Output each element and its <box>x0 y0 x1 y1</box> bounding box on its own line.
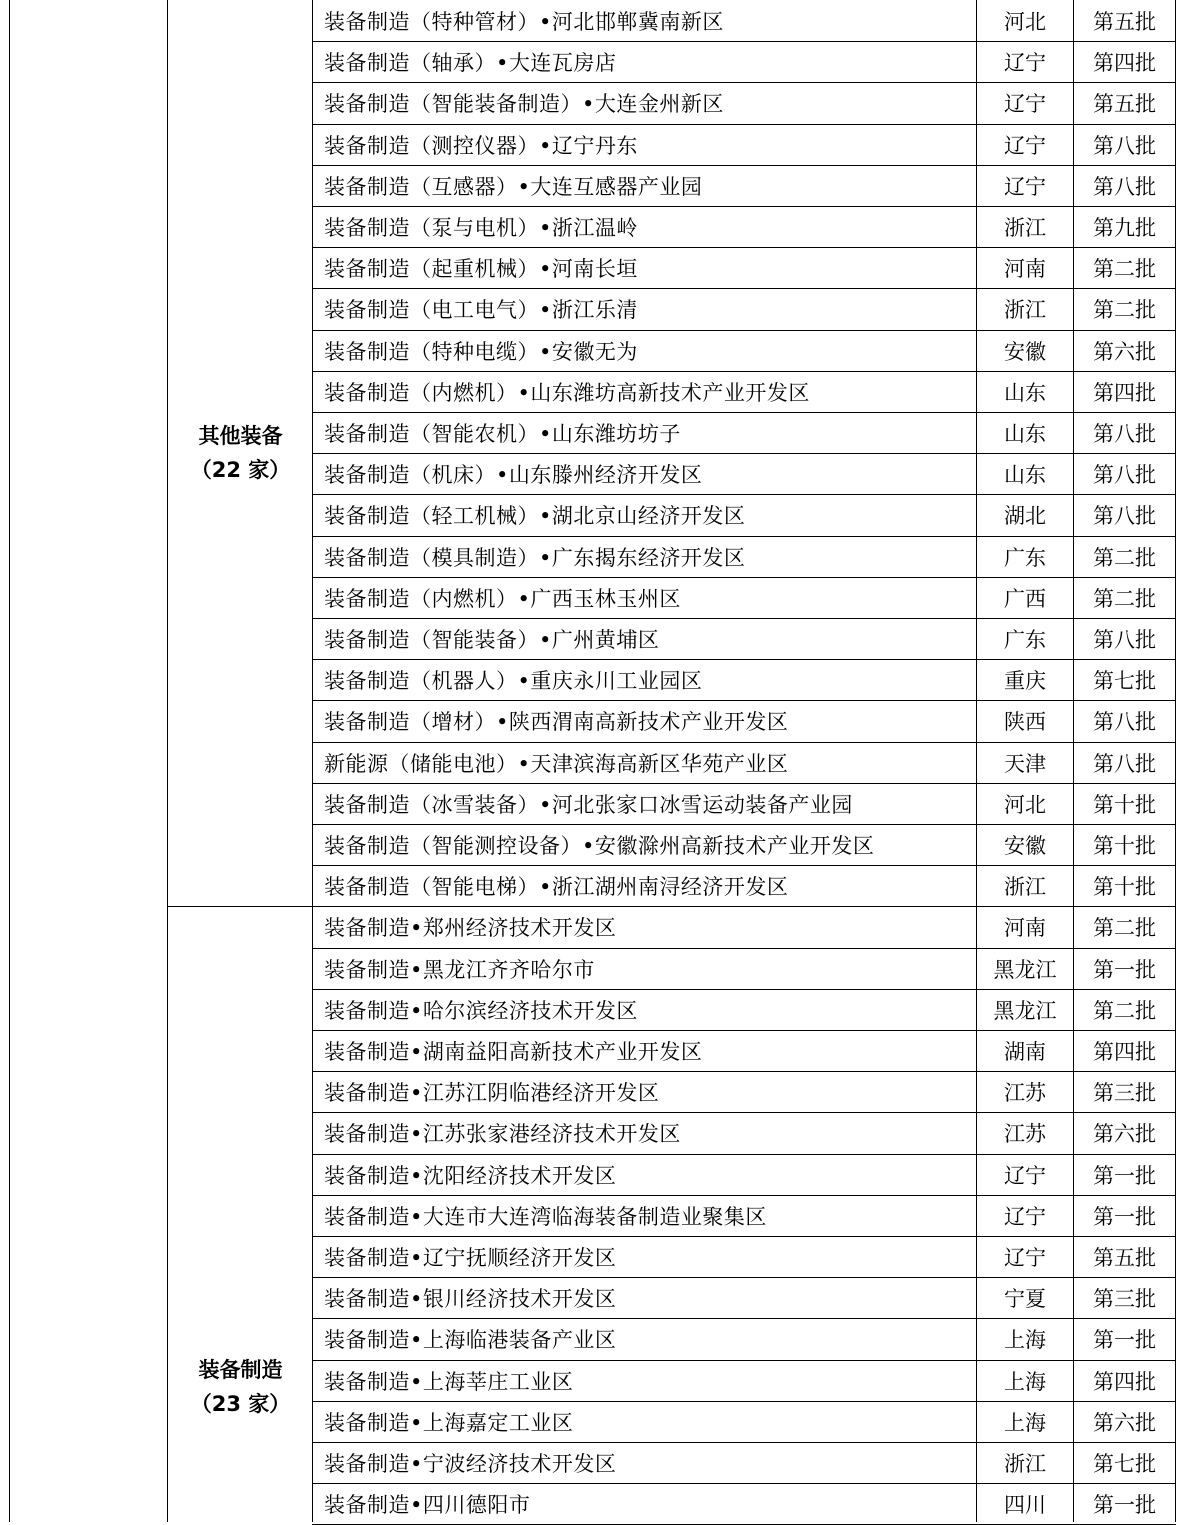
base-name-cell: 装备制造（智能测控设备）•安徽滁州高新技术产业开发区 <box>324 833 875 858</box>
province-cell: 山东 <box>1004 380 1046 405</box>
right-border <box>1175 0 1176 1522</box>
batch-cell: 第一批 <box>1093 1163 1156 1188</box>
batch-cell: 第八批 <box>1093 174 1156 199</box>
batch-cell: 第二批 <box>1093 915 1156 940</box>
province-cell: 江苏 <box>1004 1121 1046 1146</box>
province-cell: 黑龙江 <box>993 998 1057 1023</box>
base-name-cell: 装备制造（特种管材）•河北邯郸冀南新区 <box>324 9 724 34</box>
province-cell: 河南 <box>1004 256 1046 281</box>
province-cell: 黑龙江 <box>993 957 1057 982</box>
base-name-cell: 装备制造（机床）•山东滕州经济开发区 <box>324 462 703 487</box>
province-cell: 辽宁 <box>1004 1245 1046 1270</box>
batch-cell: 第八批 <box>1093 421 1156 446</box>
batch-cell: 第二批 <box>1093 586 1156 611</box>
base-name-cell: 装备制造（泵与电机）•浙江温岭 <box>324 215 638 240</box>
category-name: 装备制造 <box>198 1358 283 1382</box>
province-cell: 安徽 <box>1004 339 1046 364</box>
batch-cell: 第八批 <box>1093 462 1156 487</box>
category-count: （23 家） <box>190 1392 291 1416</box>
base-name-cell: 装备制造•上海莘庄工业区 <box>324 1369 574 1394</box>
province-cell: 江苏 <box>1004 1080 1046 1105</box>
province-cell: 天津 <box>1004 751 1046 776</box>
base-name-cell: 装备制造（智能电梯）•浙江湖州南浔经济开发区 <box>324 874 789 899</box>
batch-cell: 第七批 <box>1093 668 1156 693</box>
base-name-cell: 装备制造（内燃机）•山东潍坊高新技术产业开发区 <box>324 380 810 405</box>
base-name-cell: 装备制造•江苏江阴临港经济开发区 <box>324 1080 660 1105</box>
batch-cell: 第六批 <box>1093 339 1156 364</box>
province-cell: 广东 <box>1004 545 1046 570</box>
batch-cell: 第一批 <box>1093 1204 1156 1229</box>
base-name-cell: 新能源（储能电池）•天津滨海高新区华苑产业区 <box>324 751 789 776</box>
province-cell: 浙江 <box>1004 874 1046 899</box>
province-cell: 陕西 <box>1004 709 1046 734</box>
base-name-cell: 装备制造•辽宁抚顺经济开发区 <box>324 1245 617 1270</box>
batch-cell: 第五批 <box>1093 9 1156 34</box>
base-name-cell: 装备制造•上海嘉定工业区 <box>324 1410 574 1435</box>
batch-cell: 第六批 <box>1093 1121 1156 1146</box>
base-name-cell: 装备制造（智能装备制造）•大连金州新区 <box>324 91 724 116</box>
province-cell: 上海 <box>1004 1327 1046 1352</box>
group-column-border <box>167 0 168 1522</box>
province-cell: 浙江 <box>1004 215 1046 240</box>
province-cell: 山东 <box>1004 462 1046 487</box>
province-cell: 辽宁 <box>1004 1204 1046 1229</box>
base-name-cell: 装备制造•上海临港装备产业区 <box>324 1327 617 1352</box>
province-cell: 河北 <box>1004 792 1046 817</box>
category-name: 其他装备 <box>198 424 283 448</box>
province-cell: 湖北 <box>1004 503 1046 528</box>
batch-cell: 第四批 <box>1093 50 1156 75</box>
base-name-cell: 装备制造（轻工机械）•湖北京山经济开发区 <box>324 503 746 528</box>
province-cell: 浙江 <box>1004 1451 1046 1476</box>
base-name-cell: 装备制造•沈阳经济技术开发区 <box>324 1163 617 1188</box>
base-name-cell: 装备制造•湖南益阳高新技术产业开发区 <box>324 1039 703 1064</box>
category-label <box>168 1347 313 1427</box>
base-name-cell: 装备制造（内燃机）•广西玉林玉州区 <box>324 586 681 611</box>
province-cell: 安徽 <box>1004 833 1046 858</box>
batch-cell: 第五批 <box>1093 1245 1156 1270</box>
batch-cell: 第二批 <box>1093 545 1156 570</box>
base-name-cell: 装备制造（模具制造）•广东揭东经济开发区 <box>324 545 746 570</box>
batch-cell: 第十批 <box>1093 792 1156 817</box>
base-name-cell: 装备制造（增材）•陕西渭南高新技术产业开发区 <box>324 709 789 734</box>
province-cell: 广东 <box>1004 627 1046 652</box>
batch-cell: 第四批 <box>1093 1369 1156 1394</box>
batch-cell: 第八批 <box>1093 751 1156 776</box>
batch-cell: 第八批 <box>1093 133 1156 158</box>
base-name-cell: 装备制造（测控仪器）•辽宁丹东 <box>324 133 638 158</box>
province-cell: 辽宁 <box>1004 133 1046 158</box>
base-name-cell: 装备制造（机器人）•重庆永川工业园区 <box>324 668 703 693</box>
batch-cell: 第十批 <box>1093 874 1156 899</box>
base-name-cell: 装备制造（轴承）•大连瓦房店 <box>324 50 617 75</box>
category-count: （22 家） <box>190 458 291 482</box>
batch-cell: 第二批 <box>1093 256 1156 281</box>
batch-cell: 第四批 <box>1093 1039 1156 1064</box>
base-name-cell: 装备制造（智能装备）•广州黄埔区 <box>324 627 660 652</box>
province-cell: 上海 <box>1004 1410 1046 1435</box>
base-name-cell: 装备制造•黑龙江齐齐哈尔市 <box>324 957 595 982</box>
batch-cell: 第三批 <box>1093 1286 1156 1311</box>
base-name-cell: 装备制造（互感器）•大连互感器产业园 <box>324 174 703 199</box>
province-cell: 辽宁 <box>1004 50 1046 75</box>
left-border <box>9 0 10 1522</box>
base-name-cell: 装备制造•大连市大连湾临海装备制造业聚集区 <box>324 1204 767 1229</box>
batch-cell: 第三批 <box>1093 1080 1156 1105</box>
category-label <box>168 413 313 493</box>
province-cell: 四川 <box>1004 1492 1046 1517</box>
base-name-cell: 装备制造（智能农机）•山东潍坊坊子 <box>324 421 681 446</box>
batch-cell: 第八批 <box>1093 503 1156 528</box>
province-cell: 重庆 <box>1004 668 1046 693</box>
batch-cell: 第六批 <box>1093 1410 1156 1435</box>
base-name-cell: 装备制造•郑州经济技术开发区 <box>324 915 617 940</box>
province-cell: 广西 <box>1004 586 1046 611</box>
province-cell: 浙江 <box>1004 297 1046 322</box>
base-name-cell: 装备制造•银川经济技术开发区 <box>324 1286 617 1311</box>
batch-cell: 第九批 <box>1093 215 1156 240</box>
province-cell: 湖南 <box>1004 1039 1046 1064</box>
base-name-cell: 装备制造•四川德阳市 <box>324 1492 531 1517</box>
base-name-cell: 装备制造•哈尔滨经济技术开发区 <box>324 998 638 1023</box>
group-bottom-line <box>167 906 313 907</box>
base-name-cell: 装备制造•宁波经济技术开发区 <box>324 1451 617 1476</box>
batch-cell: 第二批 <box>1093 998 1156 1023</box>
province-cell: 上海 <box>1004 1369 1046 1394</box>
batch-cell: 第一批 <box>1093 957 1156 982</box>
batch-cell: 第七批 <box>1093 1451 1156 1476</box>
province-cell: 辽宁 <box>1004 174 1046 199</box>
province-cell: 辽宁 <box>1004 1163 1046 1188</box>
base-name-cell: 装备制造•江苏张家港经济技术开发区 <box>324 1121 681 1146</box>
province-cell: 河南 <box>1004 915 1046 940</box>
batch-cell: 第十批 <box>1093 833 1156 858</box>
province-cell: 山东 <box>1004 421 1046 446</box>
batch-cell: 第二批 <box>1093 297 1156 322</box>
batch-cell: 第一批 <box>1093 1327 1156 1352</box>
batch-cell: 第五批 <box>1093 91 1156 116</box>
province-cell: 宁夏 <box>1004 1286 1046 1311</box>
base-name-cell: 装备制造（冰雪装备）•河北张家口冰雪运动装备产业园 <box>324 792 853 817</box>
province-cell: 辽宁 <box>1004 91 1046 116</box>
batch-cell: 第八批 <box>1093 627 1156 652</box>
base-name-cell: 装备制造（电工电气）•浙江乐清 <box>324 297 638 322</box>
base-name-cell: 装备制造（特种电缆）•安徽无为 <box>324 339 638 364</box>
batch-cell: 第八批 <box>1093 709 1156 734</box>
batch-cell: 第四批 <box>1093 380 1156 405</box>
province-cell: 河北 <box>1004 9 1046 34</box>
batch-cell: 第一批 <box>1093 1492 1156 1517</box>
base-name-cell: 装备制造（起重机械）•河南长垣 <box>324 256 638 281</box>
